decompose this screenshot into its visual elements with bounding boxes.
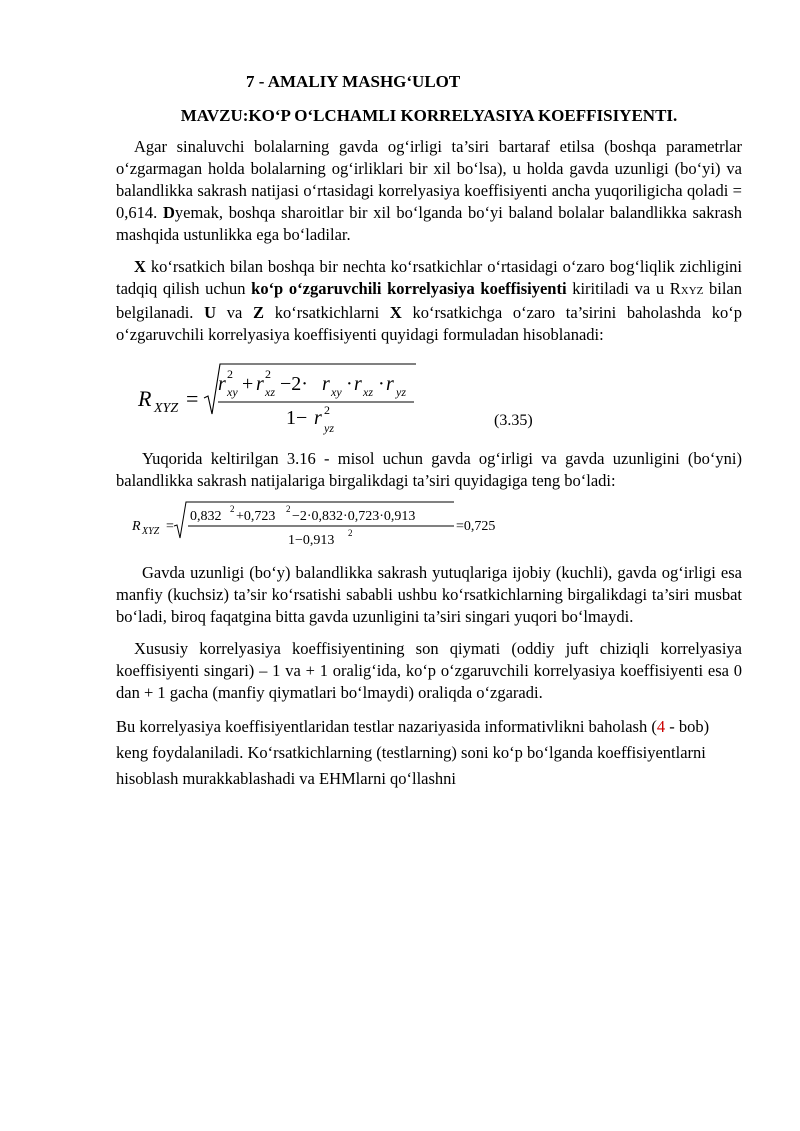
sq-2: 2 bbox=[265, 367, 271, 381]
ex-sq-b: 2 bbox=[286, 504, 291, 514]
sub-xz-1: xz bbox=[265, 385, 275, 399]
paragraph-1-text: Agar sinaluvchi bolalarning gavda og‘irligi ta’siri bartaraf etilsa (boshqa parametrlar o‘zgarmagan holda bolalarning og‘irliklari bir xil bo‘lsa), u holda gavda uzunligi (bo‘yi) va balandlikka sakrash natijasi o‘rtasidagi korrelyasiya koeffisiyenti ancha yuqoriligicha qoladi = 0,614. bbox=[116, 137, 742, 222]
page-subtitle: MAVZU:KO‘P O‘LCHAMLI KORRELYASIYA KOEFFISIYENTI. bbox=[180, 106, 678, 125]
sq-1: 2 bbox=[227, 367, 233, 381]
paragraph-6-text-2: - bob) keng foydalaniladi. Ko‘rsatkichlarning (testlarning) soni ko‘p bo‘lganda koeffisiyentlarni hisoblash murakkablashadi va EHMlarni qo‘llashni bbox=[116, 717, 710, 788]
r-2: r bbox=[256, 373, 264, 395]
formula-3-35-graphic bbox=[116, 352, 742, 444]
ex-den: 1−0,913 bbox=[288, 533, 335, 548]
r-5: r bbox=[386, 373, 394, 395]
ex-num-a: 0,832 bbox=[190, 509, 222, 524]
sub-xy-1: xy bbox=[227, 385, 238, 399]
paragraph-6-wrap bbox=[116, 714, 742, 792]
den-one: 1− bbox=[286, 407, 308, 429]
minus-2: −2· bbox=[280, 373, 308, 395]
equation-number: (3.35) bbox=[494, 412, 533, 429]
paragraph-2-bold: ko‘p o‘zgaruvchili korrelyasiya koeffisiyenti bbox=[251, 279, 567, 298]
paragraph-2-text-3: bilan belgilanadi. bbox=[116, 279, 742, 322]
paragraph-2-text-4: va bbox=[216, 303, 253, 322]
paragraph-6-text-1: Bu korrelyasiya koeffisiyentlaridan testlar nazariyasida informativlikni baholash ( bbox=[116, 717, 657, 736]
ex-num-c: −2·0,832·0,723·0,913 bbox=[292, 509, 416, 524]
document-page bbox=[116, 72, 742, 792]
sub-yz-1: yz bbox=[396, 385, 406, 399]
paragraph-5: Xususiy korrelyasiya koeffisiyentining son qiymati (oddiy juft chiziqli korrelyasiya koeffisiyenti singari) – 1 va + 1 oralig‘ida, ko‘p o‘zgaruvchili korrelyasiya koeffisiyenti esa 0 dan + 1 gacha (manfiy qiymatlari bo‘lmaydi) oraliqda o‘zgaradi. bbox=[116, 639, 742, 702]
formula-3-35 bbox=[116, 352, 742, 444]
r-3: r bbox=[322, 373, 330, 395]
paragraph-6 bbox=[116, 714, 742, 792]
dot-2: · bbox=[378, 373, 385, 395]
r-4: r bbox=[354, 373, 362, 395]
paragraph-3: Yuqorida keltirilgan 3.16 - misol uchun gavda og‘irligi va gavda uzunligini (bo‘yni) balandlikka sakrash natijalariga birgalikdagi ta’siri quyidagiga teng bo‘ladi: bbox=[116, 449, 742, 490]
plus-1: + bbox=[242, 373, 254, 395]
var-x-2: X bbox=[389, 303, 402, 322]
var-u: U bbox=[204, 303, 217, 322]
ex-lhs-sub: XYZ bbox=[142, 526, 160, 537]
page-title: 7 - AMALIY MASHG‘ULOT bbox=[246, 72, 461, 91]
r-1: r bbox=[218, 373, 226, 395]
formula-example-graphic bbox=[116, 496, 742, 554]
sub-xy-2: xy bbox=[331, 385, 342, 399]
dot-1: · bbox=[346, 373, 353, 395]
paragraph-2-text-6: ko‘rsatkichga o‘zaro ta’sirini baholashda ko‘p o‘zgaruvchili korrelyasiya koeffisiyenti quyidagi formuladan hisoblanadi: bbox=[116, 303, 742, 344]
ex-num-b: +0,723 bbox=[236, 509, 276, 524]
ex-sq-a: 2 bbox=[230, 504, 235, 514]
sub-yz-2: yz bbox=[324, 421, 334, 435]
formula-example bbox=[116, 496, 742, 554]
formula-lhs: R bbox=[138, 386, 152, 411]
formula-lhs-sub: XYZ bbox=[154, 401, 179, 416]
rxyz-subscript: XYZ bbox=[680, 285, 704, 297]
paragraph-2-text-5: ko‘rsatkichlarni bbox=[264, 303, 390, 322]
chapter-ref-link[interactable]: 4 bbox=[656, 717, 666, 736]
var-x: X bbox=[134, 257, 146, 276]
ex-sq-den: 2 bbox=[348, 528, 353, 538]
paragraph-2 bbox=[116, 256, 742, 346]
ex-result: =0,725 bbox=[456, 519, 496, 534]
ex-eq: = bbox=[166, 519, 174, 534]
formula-eq: = bbox=[186, 386, 199, 411]
paragraph-1 bbox=[116, 136, 742, 246]
paragraph-2-text-1: ko‘rsatkich bilan boshqa bir nechta ko‘rsatkichlar o‘rtasidagi o‘zaro bog‘liqlik zichligini tadqiq qilish uchun bbox=[116, 257, 742, 298]
paragraph-2-text-2: kiritiladi va u R bbox=[566, 279, 681, 298]
sub-xz-2: xz bbox=[363, 385, 373, 399]
var-z: Z bbox=[253, 303, 265, 322]
paragraph-4: Gavda uzunligi (bo‘y) balandlikka sakrash yutuqlariga ijobiy (kuchli), gavda og‘irligi esa manfiy (kuchsiz) ta’sir ko‘rsatishi sababli ushbu ko‘rsatkichlarning birgalikdagi ta’siri musbat bo‘ladi, biroq faqatgina bitta gavda uzunligini ta’siri singari yuqori bo‘lmaydi. bbox=[116, 563, 742, 626]
ex-lhs: R bbox=[132, 519, 141, 534]
paragraph-1-bold: D bbox=[162, 203, 175, 222]
paragraph-1-tail: yemak, boshqa sharoitlar bir xil bo‘lganda bo‘yi baland bolalar balandlikka sakrash mashqida ustunlikka ega bo‘ladilar. bbox=[116, 203, 742, 244]
sq-3: 2 bbox=[324, 403, 330, 417]
r-6: r bbox=[314, 407, 322, 429]
